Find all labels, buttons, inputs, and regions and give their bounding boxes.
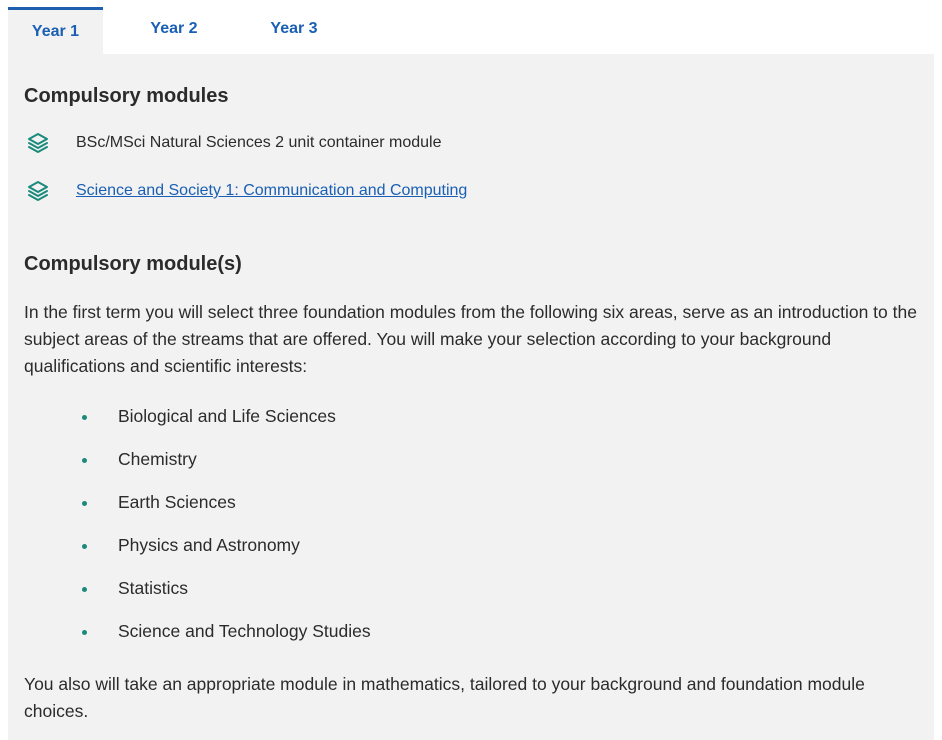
module-row	[24, 129, 724, 157]
tab-year-1-label: Year 1	[31, 23, 80, 40]
compulsory-module-s-heading: Compulsory module(s)	[24, 253, 242, 275]
layers-icon	[26, 179, 50, 203]
science-and-society-module-link[interactable]: Science and Society 1: Communication and Computing	[76, 182, 468, 199]
bullet-icon	[82, 630, 87, 635]
module-row	[24, 177, 724, 205]
bullet-icon	[82, 544, 87, 549]
bullet-icon	[82, 458, 87, 463]
bullet-icon	[82, 415, 87, 420]
tab-year-3[interactable]	[246, 7, 342, 54]
area-label: Physics and Astronomy	[118, 535, 300, 555]
tab-year-2-label: Year 2	[150, 20, 198, 37]
foundation-areas-list	[8, 402, 708, 660]
compulsory-modules-heading: Compulsory modules	[24, 85, 229, 107]
bullet-icon	[82, 587, 87, 592]
area-label: Science and Technology Studies	[118, 621, 371, 641]
list-item	[8, 445, 708, 488]
area-label: Statistics	[118, 578, 189, 598]
year-1-panel	[8, 54, 934, 740]
area-label: Biological and Life Sciences	[118, 406, 336, 426]
list-item	[8, 574, 708, 617]
mathematics-module-text: You also will take an appropriate module in mathematics, tailored to your background and foundation module choices.	[24, 674, 865, 721]
list-item	[8, 617, 708, 660]
layers-icon	[26, 131, 50, 155]
bullet-icon	[82, 501, 87, 506]
tab-year-2[interactable]	[126, 7, 222, 54]
area-label: Chemistry	[118, 449, 197, 469]
list-item	[8, 488, 708, 531]
list-item	[8, 531, 708, 574]
foundation-intro-text: In the first term you will select three foundation modules from the following six areas, serve as an introduction to the subject areas of the streams that are offered. You will make your selection according to your background qualifications and scientific interests:	[24, 302, 917, 376]
module-name: BSc/MSci Natural Sciences 2 unit container module	[76, 134, 442, 151]
tab-year-3-label: Year 3	[270, 20, 318, 37]
area-label: Earth Sciences	[118, 492, 236, 512]
year-tabs	[8, 0, 934, 54]
tab-year-1[interactable]	[8, 7, 103, 54]
list-item	[8, 402, 708, 445]
